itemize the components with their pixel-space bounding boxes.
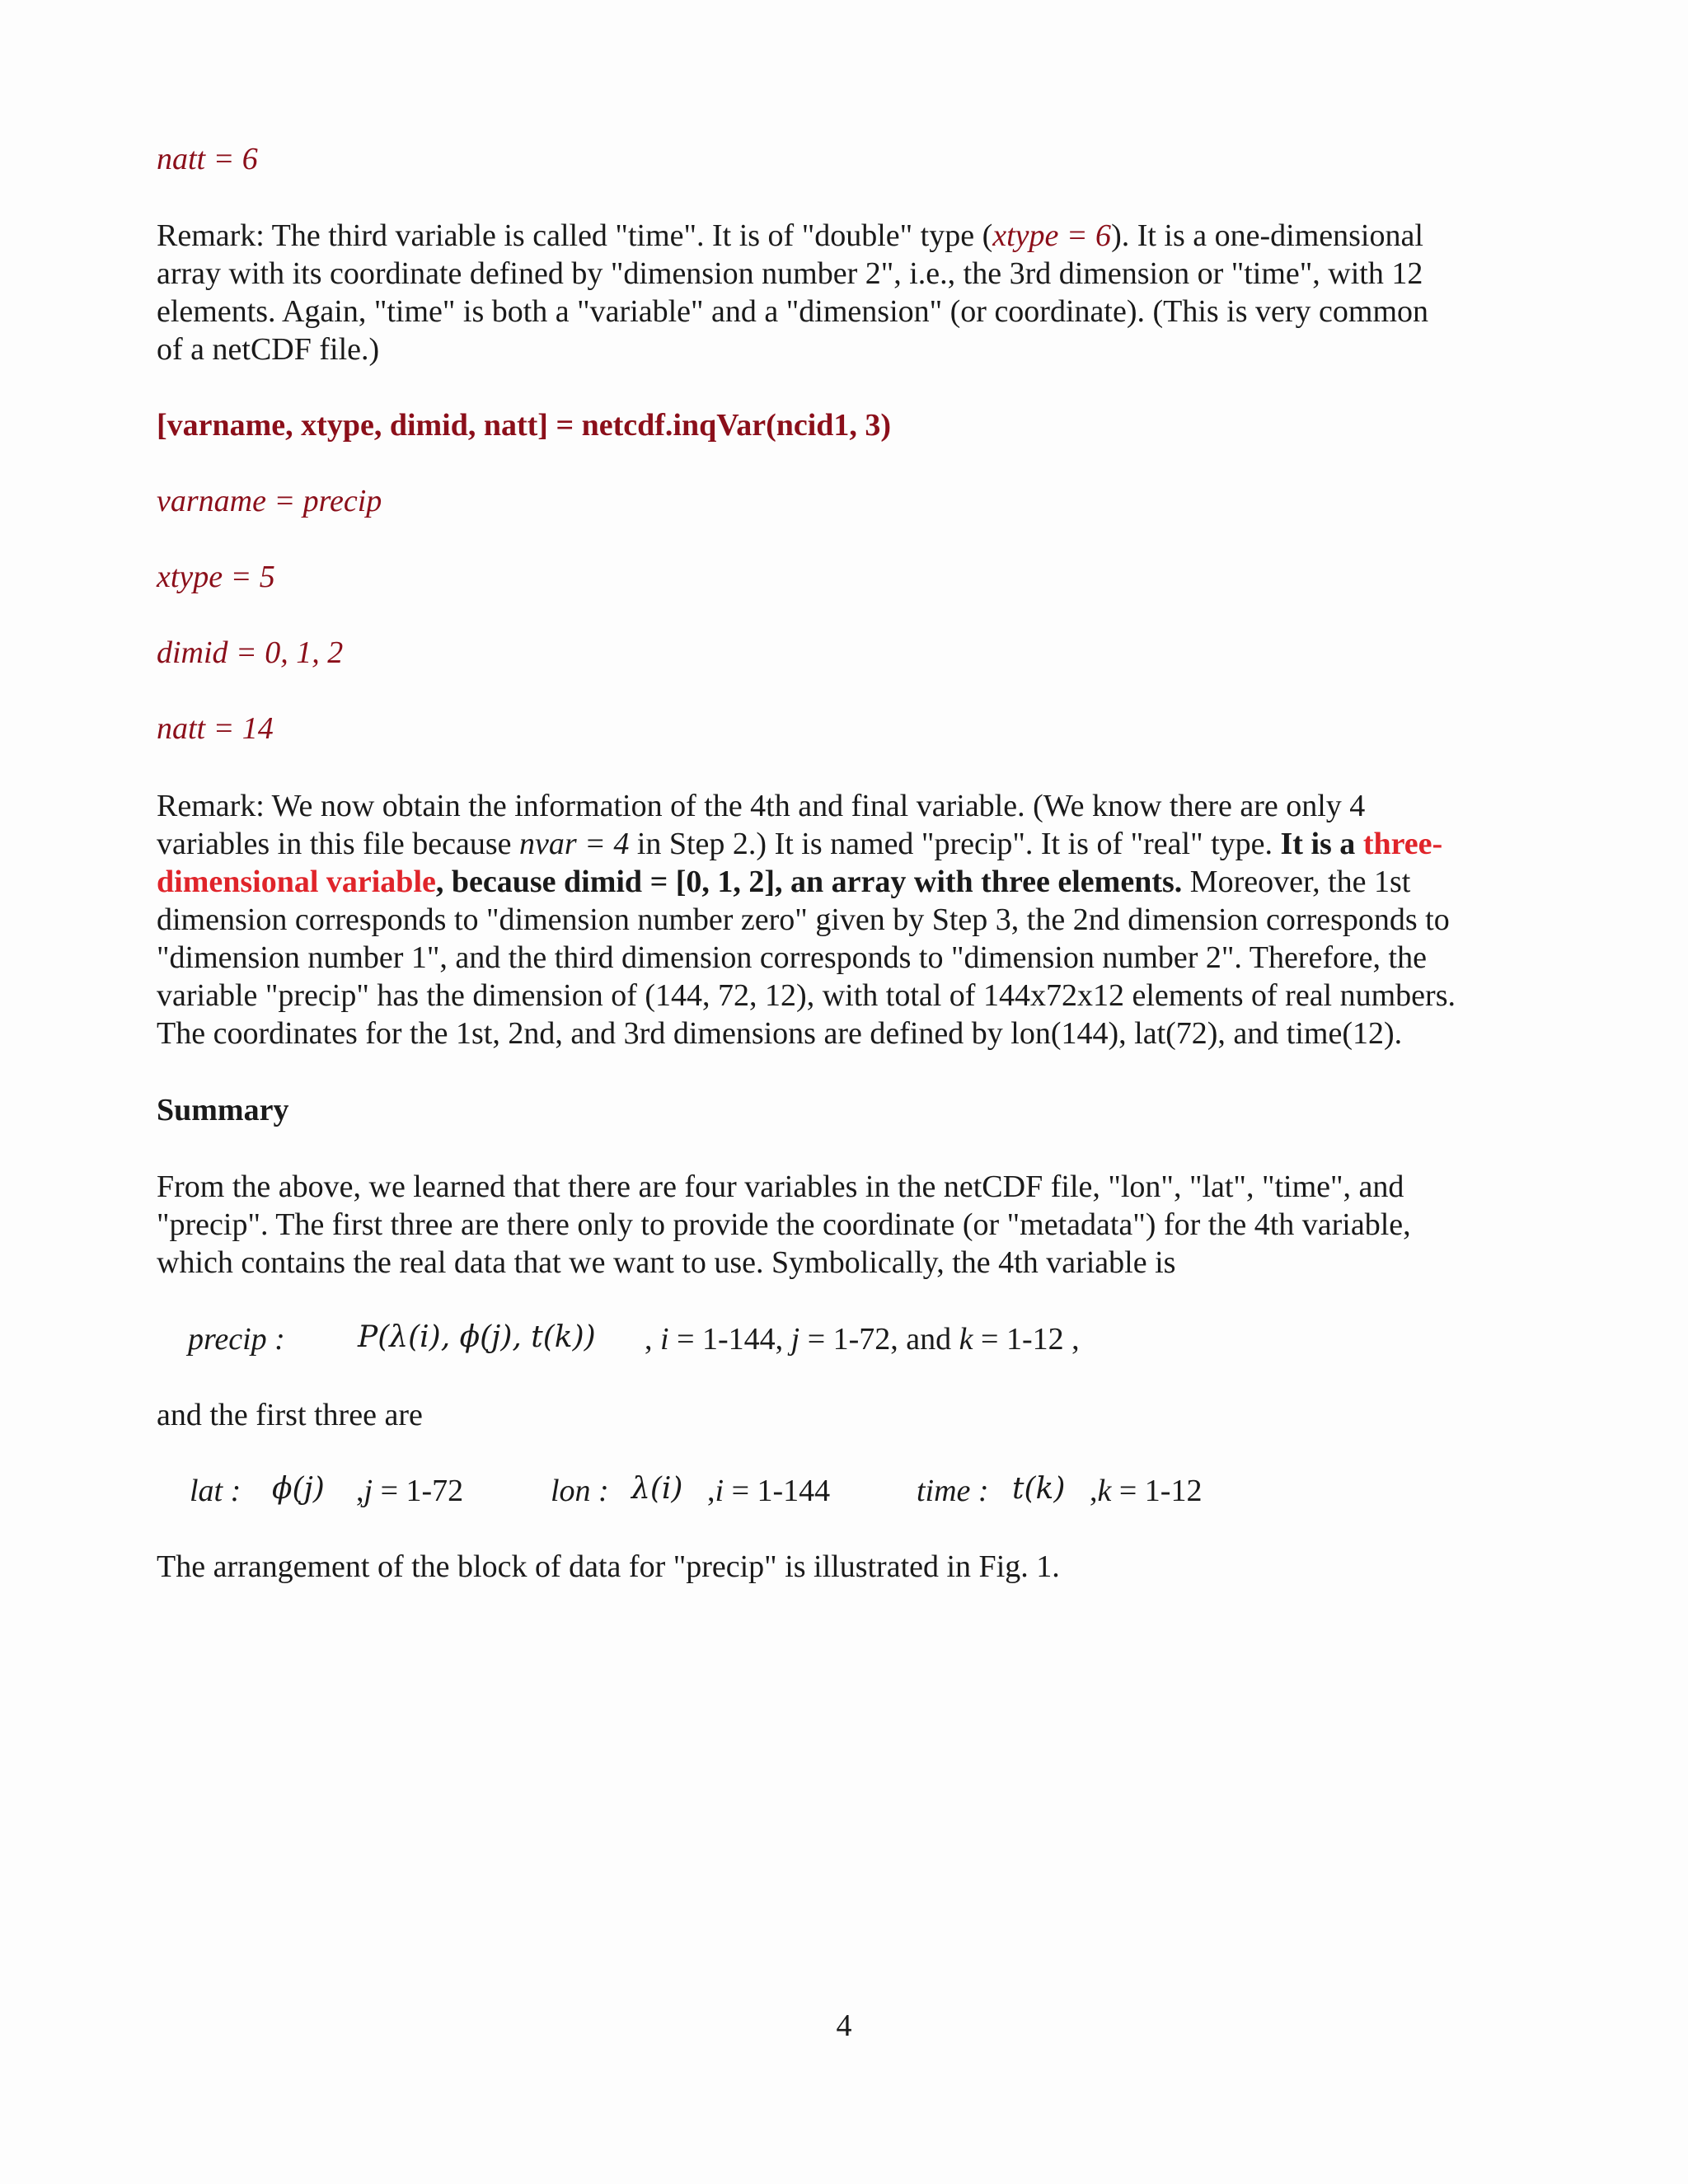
eq-precip-range [645, 1320, 1080, 1358]
eq-time-range [1090, 1472, 1202, 1510]
eq-lat-range [356, 1472, 463, 1510]
eq-precip-label: precip : [188, 1322, 285, 1357]
eq-lon-range-val: = 1-144 [724, 1474, 831, 1508]
inqvar-command: [varname, xtype, dimid, natt] = netcdf.inqVar(ncid1, 3) [157, 408, 892, 443]
eq-lat-range-pre: , [356, 1474, 364, 1508]
remark2-text-c: Moreover, the 1st [1182, 865, 1411, 899]
eq-precip-range-c: = 1-72, and [799, 1322, 959, 1357]
remark2-bold-b: , because dimid = [0, 1, 2], an array with three elements. [435, 865, 1183, 899]
eq-lon-label: lon : [551, 1474, 609, 1508]
remark2-line5: "dimension number 1", and the third dimension corresponds to "dimension number 2". Therefore, the [157, 940, 1427, 975]
eq-lon-var: i [715, 1474, 724, 1508]
remark2-text-a: variables in this file because [157, 827, 520, 861]
remark1-xtype: xtype = 6 [992, 218, 1112, 253]
first-three-text: and the first three are [157, 1398, 423, 1432]
eq-lat-expression: ϕ(j) [272, 1472, 325, 1506]
summary-heading: Summary [157, 1093, 289, 1127]
summary-line2: "precip". The first three are there only to provide the coordinate (or "metadata") for the 4th variable, [157, 1207, 1411, 1242]
remark1-text-a: Remark: The third variable is called "time". It is of "double" type ( [157, 218, 993, 253]
eq-time-range-pre: , [1090, 1474, 1098, 1508]
eq-precip-i: i [660, 1322, 669, 1357]
remark2-red-b: dimensional variable [157, 865, 436, 899]
eq-time-var: k [1097, 1474, 1112, 1508]
remark2-text-b: in Step 2.) It is named "precip". It is of "real" type. [629, 827, 1281, 861]
remark2-nvar: nvar = 4 [519, 827, 630, 861]
eq-precip-k: k [959, 1322, 973, 1357]
eq-precip-range-d: = 1-12 , [973, 1322, 1080, 1357]
natt-output: natt = 6 [157, 142, 258, 176]
remark1-line4: of a netCDF file.) [157, 332, 380, 367]
eq-time-label: time : [917, 1474, 989, 1508]
eq-lon-range [707, 1472, 830, 1510]
eq-lon-range-pre: , [707, 1474, 715, 1508]
eq-lat-label: lat : [190, 1474, 241, 1508]
dimid-output: dimid = 0, 1, 2 [157, 635, 344, 670]
page-number: 4 [836, 2008, 852, 2043]
eq-time-expression: t(k) [1012, 1472, 1066, 1506]
remark2-line7: The coordinates for the 1st, 2nd, and 3rd dimensions are defined by lon(144), lat(72), and time(12). [157, 1016, 1403, 1051]
eq-lat-range-val: = 1-72 [373, 1474, 464, 1508]
remark1-line3: elements. Again, "time" is both a "variable" and a "dimension" (or coordinate). (This is very common [157, 294, 1429, 329]
summary-line1: From the above, we learned that there are four variables in the netCDF file, "lon", "lat", "time", and [157, 1169, 1404, 1204]
remark2-line1: Remark: We now obtain the information of the 4th and final variable. (We know there are only 4 [157, 789, 1366, 823]
remark2-line3 [157, 863, 1410, 901]
xtype-output: xtype = 5 [157, 560, 275, 594]
eq-lon-expression: λ(i) [631, 1472, 683, 1506]
eq-precip-range-a: , [645, 1322, 660, 1357]
eq-precip-range-b: = 1-144, [668, 1322, 791, 1357]
remark1-line2: array with its coordinate defined by "dimension number 2", i.e., the 3rd dimension or "time", with 12 [157, 256, 1423, 291]
eq-precip-expression: P(λ(i), ϕ(j), t(k)) [358, 1320, 596, 1354]
remark1-line1 [157, 217, 1423, 255]
eq-time-range-val: = 1-12 [1111, 1474, 1203, 1508]
eq-lat-var: j [363, 1474, 373, 1508]
remark2-bold: It is a [1280, 827, 1363, 861]
remark2-line4: dimension corresponds to "dimension number zero" given by Step 3, the 2nd dimension corresponds to [157, 902, 1450, 937]
closing-sentence: The arrangement of the block of data for "precip" is illustrated in Fig. 1. [157, 1549, 1060, 1584]
eq-precip-j: j [790, 1322, 800, 1357]
remark2-line6: variable "precip" has the dimension of (144, 72, 12), with total of 144x72x12 elements of real numbers. [157, 978, 1456, 1013]
remark1-text-b: ). It is a one-dimensional [1111, 218, 1423, 253]
varname-output: varname = precip [157, 484, 382, 518]
remark2-line2 [157, 825, 1442, 863]
natt-output-2: natt = 14 [157, 711, 274, 746]
remark2-red-a: three- [1362, 827, 1443, 861]
summary-line3: which contains the real data that we want to use. Symbolically, the 4th variable is [157, 1245, 1176, 1280]
